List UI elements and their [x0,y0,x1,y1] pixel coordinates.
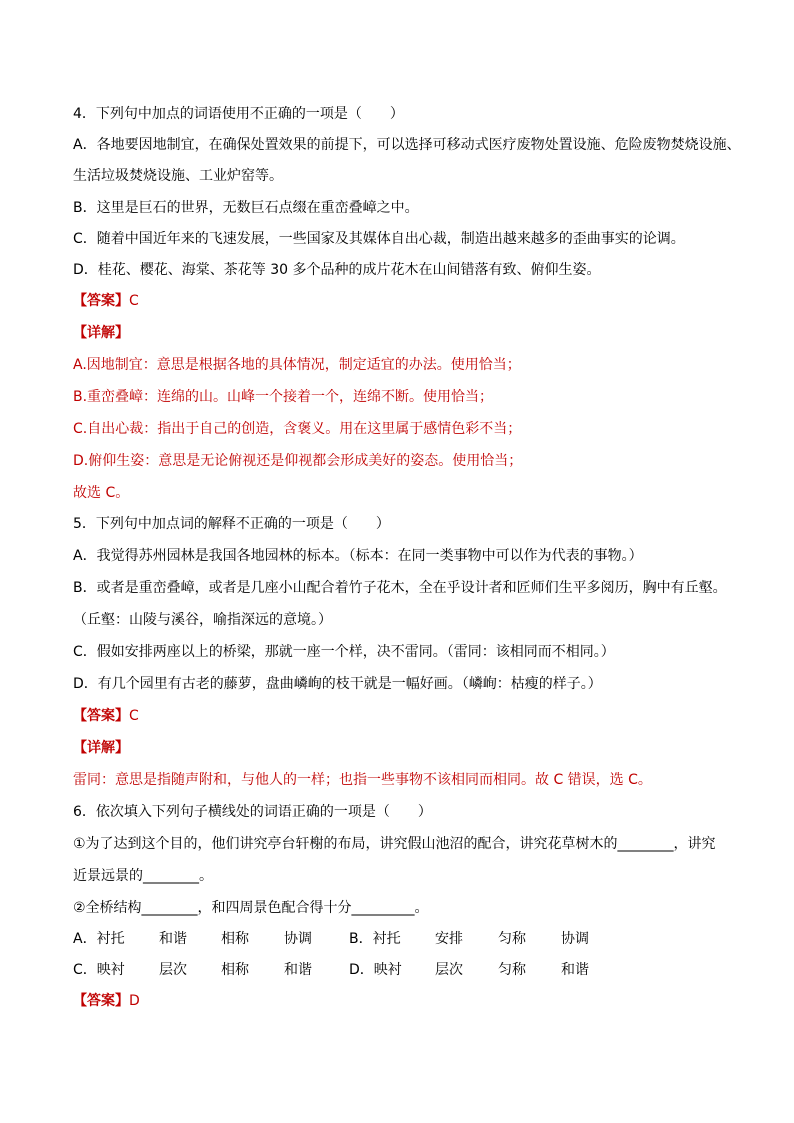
q6-answer [73,992,734,1010]
q6-option-b-word4: 协调 [561,931,589,947]
q5-option-b-line1: B．或者是重峦叠嶂，或者是几座小山配合着竹子花木，全在乎设计者和匠师们生平多阅历，胸中有丘壑。 [73,580,727,596]
q6-option-a-word2: 和谐 [159,931,187,947]
q5-option-c: C．假如安排两座以上的桥梁，那就一座一个样，决不雷同。（雷同：该相同而不相同。） [73,644,615,660]
answer-label: 【答案】 [73,993,129,1009]
q4-conclusion: 故选 C。 [73,485,130,501]
q4-explanation-b: B.重峦叠嶂：连绵的山。山峰一个接着一个，连绵不断。使用恰当； [73,389,494,405]
q6-option-d-word2: 层次 [435,962,463,978]
q5-stem: 5．下列句中加点词的解释不正确的一项是（ ） [73,516,390,532]
answer-value: D [129,993,140,1009]
q4-explanation-d: D.俯仰生姿：意思是无论俯视还是仰视都会形成美好的姿态。使用恰当； [73,453,523,469]
q6-option-d-word3: 匀称 [498,962,526,978]
q6-sentence1-line1: ①为了达到这个目的，他们讲究亭台轩榭的布局，讲究假山池沼的配合，讲究花草树木的________，讲究 [73,836,716,852]
q6-option-b-word2: 安排 [435,931,463,947]
answer-label: 【答案】 [73,293,129,309]
answer-label: 【答案】 [73,708,129,724]
q5-option-a: A．我觉得苏州园林是我国各地园林的标本。（标本：在同一类事物中可以作为代表的事物。） [73,548,643,564]
q6-option-b-label: B．衬托 [349,931,401,947]
q6-sentence1-line2: 近景远景的________。 [73,868,213,884]
q6-option-c-word2: 层次 [159,962,187,978]
q4-detail-label: 【详解】 [73,325,129,341]
q4-option-a-line2: 生活垃圾焚烧设施、工业炉窑等。 [73,168,283,184]
q6-stem: 6．依次填入下列句子横线处的词语正确的一项是（ ） [73,804,432,820]
q4-option-a-line1: A．各地要因地制宜，在确保处置效果的前提下，可以选择可移动式医疗废物处置设施、危险废物焚烧设施、 [73,137,741,153]
q6-option-a-word4: 协调 [284,931,312,947]
q6-option-a-word3: 相称 [221,931,249,947]
q4-explanation-c: C.自出心裁：指出于自己的创造，含褒义。用在这里属于感情色彩不当； [73,421,522,437]
q4-answer [73,292,734,310]
q4-option-d: D．桂花、樱花、海棠、茶花等 30 多个品种的成片花木在山间错落有致、俯仰生姿。 [73,262,601,278]
q5-detail-label: 【详解】 [73,740,129,756]
q6-option-a-label: A．衬托 [73,931,125,947]
q6-option-c-word4: 和谐 [284,962,312,978]
q6-option-c-word3: 相称 [221,962,249,978]
q5-option-b-line2: （丘壑：山陵与溪谷，喻指深远的意境。） [73,612,332,628]
q6-options-row-2 [73,961,723,979]
q6-option-d-label: D．映衬 [349,962,402,978]
q5-explanation: 雷同：意思是指随声附和，与他人的一样；也指一些事物不该相同而相同。故 C 错误，选 C。 [73,772,652,788]
q6-options-row-1 [73,930,723,948]
q5-answer [73,707,734,725]
answer-value: C [129,293,139,309]
q6-option-d-word4: 和谐 [561,962,589,978]
q4-stem: 4．下列句中加点的词语使用不正确的一项是（ ） [73,106,404,122]
q6-option-c-label: C．映衬 [73,962,125,978]
q5-option-d: D．有几个园里有古老的藤萝，盘曲嶙峋的枝干就是一幅好画。（嶙峋：枯瘦的样子。） [73,676,602,692]
q4-option-c: C．随着中国近年来的飞速发展，一些国家及其媒体自出心裁，制造出越来越多的歪曲事实的论调。 [73,231,685,247]
answer-value: C [129,708,139,724]
q6-sentence2: ②全桥结构________，和四周景色配合得十分_________。 [73,900,429,916]
q4-explanation-a: A.因地制宜：意思是根据各地的具体情况，制定适宜的办法。使用恰当； [73,357,521,373]
q4-option-b: B．这里是巨石的世界，无数巨石点缀在重峦叠嶂之中。 [73,200,419,216]
q6-option-b-word3: 匀称 [498,931,526,947]
